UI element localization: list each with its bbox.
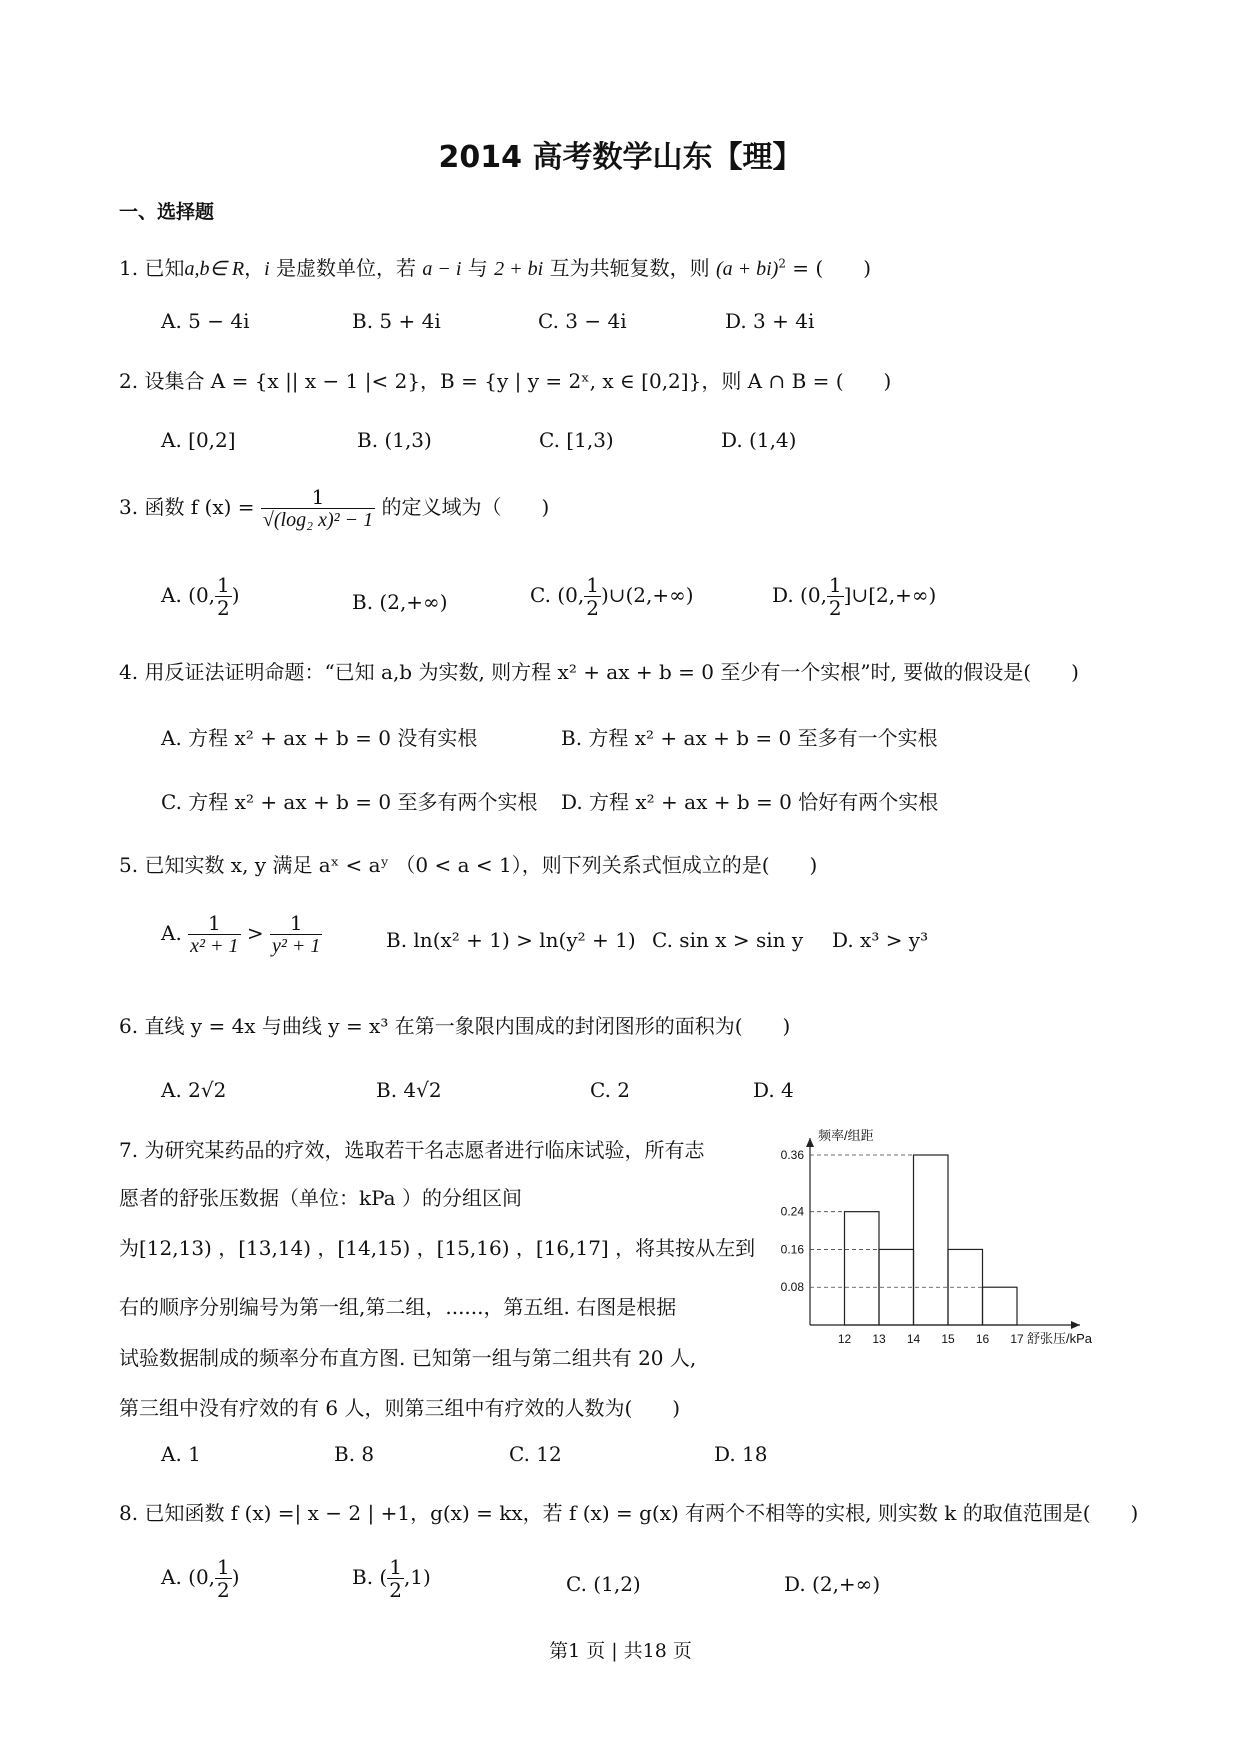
question-2-option-d: D. (1,4) (721, 428, 797, 452)
page-title: 2014 高考数学山东【理】 (438, 140, 803, 175)
page-footer: 第1 页 | 共18 页 (549, 1640, 692, 1662)
question-3-option-b: B. (2,+∞) (352, 590, 448, 614)
question-5-option-d: D. x³ > y³ (832, 928, 929, 952)
question-6-option-d: D. 4 (753, 1078, 794, 1102)
x-tick-label: 12 (837, 1332, 852, 1346)
question-2-option-a: A. [0,2] (161, 428, 236, 452)
question-8-option-b: B. ( $\frac{1}{2}$ ,1) (352, 1555, 431, 1602)
question-7-option-a: A. 1 (161, 1442, 201, 1466)
x-axis-label: 舒张压/kPa (1027, 1331, 1093, 1346)
question-8-option-a: A. (0, $\frac{1}{2}$ ) (161, 1555, 240, 1602)
question-3-option-c: C. (0, $\frac{1}{2}$ )∪(2,+∞) (530, 573, 694, 620)
question-5-option-c: C. sin x > sin y (652, 928, 804, 952)
question-7-line-4: 右的顺序分别编号为第一组,第二组，......，第五组. 右图是根据 (119, 1295, 677, 1319)
question-7-line-3: 为[12,13) ，[13,14) ，[14,15) ，[15,16) ，[16,17] ，将其按从左到 (119, 1236, 756, 1260)
question-8-option-d: D. (2,+∞) (784, 1572, 881, 1596)
question-6-option-a: A. 2√2 (161, 1078, 227, 1102)
question-5-option-b: B. ln(x² + 1) > ln(y² + 1) (386, 928, 636, 952)
frequency-histogram (760, 1120, 1140, 1350)
question-7-line-2: 愿者的舒张压数据（单位：kPa ）的分组区间 (119, 1186, 522, 1210)
question-1-option-b: B. 5 + 4i (352, 309, 441, 333)
y-tick-label: 0.24 (780, 1204, 804, 1219)
question-6-option-c: C. 2 (590, 1078, 631, 1102)
y-tick-label: 0.08 (780, 1280, 804, 1295)
histogram-bar (914, 1155, 949, 1325)
question-4-option-b: B. 方程 x² + ax + b = 0 至多有一个实根 (561, 726, 938, 750)
question-3-option-d: D. (0, $\frac{1}{2}$ ]∪[2,+∞) (772, 573, 937, 620)
y-tick-label: 0.36 (780, 1148, 804, 1162)
question-4-option-a: A. 方程 x² + ax + b = 0 没有实根 (161, 726, 478, 750)
question-1-stem: 1. 已知a,b∈ R，i 是虚数单位，若 a − i 与 2 + bi 互为共轭复数，则 (a + bi)$^2$ = ( ) (119, 256, 872, 280)
x-tick-label: 16 (975, 1332, 990, 1346)
x-axis-arrow (1071, 1321, 1080, 1329)
x-tick-label: 14 (906, 1332, 921, 1346)
question-4-option-d: D. 方程 x² + ax + b = 0 恰好有两个实根 (561, 790, 939, 814)
question-2-option-b: B. (1,3) (357, 428, 432, 452)
question-2-option-c: C. [1,3) (539, 428, 614, 452)
x-tick-label: 13 (872, 1332, 886, 1346)
question-7-option-c: C. 12 (509, 1442, 562, 1466)
question-1-option-a: A. 5 − 4i (161, 309, 250, 333)
question-6-option-b: B. 4√2 (376, 1078, 442, 1102)
question-7-line-5: 试验数据制成的频率分布直方图. 已知第一组与第二组共有 20 人, (119, 1346, 697, 1370)
question-1-option-c: C. 3 − 4i (538, 309, 627, 333)
question-2-stem: 2. 设集合 A = {x || x − 1 |< 2}，B = {y | y = 2ˣ, x ∈ [0,2]}，则 A ∩ B = ( ) (119, 369, 892, 393)
histogram-bar (845, 1212, 880, 1325)
question-5-stem: 5. 已知实数 x, y 满足 aˣ < aʸ （0 < a < 1），则下列关系式恒成立的是( ) (119, 853, 818, 877)
question-6-stem: 6. 直线 y = 4x 与曲线 y = x³ 在第一象限内围成的封闭图形的面积为( ) (119, 1014, 791, 1038)
question-5-option-a: A. $\frac{1}{\text{x² + 1}}$ > $\frac{1}{\text{y² + 1}}$ (161, 911, 321, 957)
question-8-stem: 8. 已知函数 f (x) =| x − 2 | +1，g(x) = kx，若 f (x) = g(x) 有两个不相等的实根, 则实数 k 的取值范围是( ) (119, 1501, 1139, 1525)
question-4-stem: 4. 用反证法证明命题：“已知 a,b 为实数, 则方程 x² + ax + b = 0 至少有一个实根”时, 要做的假设是( ) (119, 660, 1079, 684)
question-3-stem: 3. 函数 f (x) = $\frac{1}{\text{√(log₂ x)² − 1}}$ 的定义域为（ ) (119, 485, 550, 531)
question-7-line-6: 第三组中没有疗效的有 6 人，则第三组中有疗效的人数为( ) (119, 1396, 681, 1420)
x-tick-label: 15 (941, 1332, 955, 1346)
question-8-option-c: C. (1,2) (566, 1572, 641, 1596)
section-heading: 一、选择题 (119, 201, 215, 223)
question-3-option-a: A. (0, $\frac{1}{2}$ ) (161, 573, 240, 620)
y-axis-arrow (806, 1138, 814, 1147)
x-tick-label: 17 (1010, 1332, 1024, 1346)
question-7-option-b: B. 8 (334, 1442, 375, 1466)
question-1-option-d: D. 3 + 4i (725, 309, 815, 333)
histogram-bar (983, 1287, 1018, 1325)
question-4-option-c: C. 方程 x² + ax + b = 0 至多有两个实根 (161, 790, 538, 814)
y-axis-label: 频率/组距 (818, 1128, 874, 1143)
y-tick-label: 0.16 (780, 1242, 804, 1257)
question-7-option-d: D. 18 (714, 1442, 768, 1466)
question-7-line-1: 7. 为研究某药品的疗效，选取若干名志愿者进行临床试验，所有志 (119, 1138, 705, 1162)
